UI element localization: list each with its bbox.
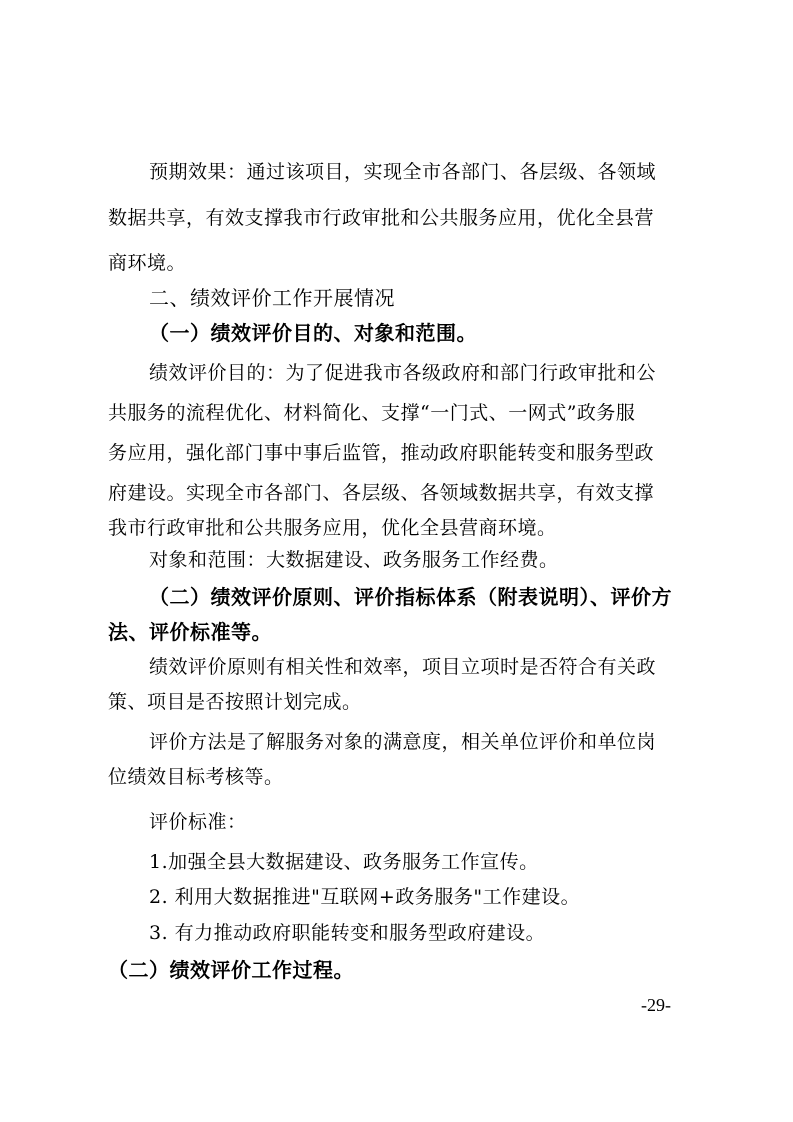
paragraph-line-object-scope: 对象和范围：大数据建设、政务服务工作经费。: [149, 549, 559, 571]
paragraph-line-evaluation-principle: 绩效评价原则有相关性和效率，项目立项时是否符合有关政: [149, 656, 657, 678]
page-number: -29-: [641, 995, 671, 1015]
paragraph-line: 位绩效目标考核等。: [108, 766, 284, 788]
paragraph-line: 务应用，强化部门事中事后监管，推动政府职能转变和服务型政: [108, 442, 655, 464]
paragraph-line-evaluation-method: 评价方法是了解服务对象的满意度，相关单位评价和单位岗: [149, 731, 657, 753]
list-item-1: 1.加强全县大数据建设、政务服务工作宣传。: [149, 851, 539, 873]
paragraph-line: 共服务的流程优化、材料简化、支撑“一门式、一网式”政务服: [108, 402, 636, 424]
subsection-heading-2-continued: 法、评价标准等。: [108, 620, 272, 644]
paragraph-line: 我市行政审批和公共服务应用，优化全县营商环境。: [108, 517, 557, 539]
subsection-heading-process: （二）绩效评价工作过程。: [108, 958, 354, 982]
paragraph-line: 数据共享，有效支撑我市行政审批和公共服务应用，优化全县营: [108, 207, 655, 229]
subsection-heading-1: （一）绩效评价目的、对象和范围。: [149, 321, 477, 345]
section-heading: 二、绩效评价工作开展情况: [149, 286, 395, 310]
subsection-heading-2: （二）绩效评价原则、评价指标体系（附表说明）、评价方: [149, 585, 672, 609]
paragraph-line: 府建设。实现全市各部门、各层级、各领域数据共享，有效支撑: [108, 482, 655, 504]
paragraph-line: 商环境。: [108, 252, 187, 274]
paragraph-line: 策、项目是否按照计划完成。: [108, 691, 362, 713]
paragraph-line-expected-effect: 预期效果：通过该项目，实现全市各部门、各层级、各领域: [149, 161, 657, 183]
list-item-2: 2. 利用大数据推进"互联网+政务服务"工作建设。: [149, 886, 581, 908]
list-item-3: 3. 有力推动政府职能转变和服务型政府建设。: [149, 922, 546, 944]
paragraph-line-evaluation-standard: 评价标准：: [149, 811, 247, 833]
paragraph-line-evaluation-purpose: 绩效评价目的：为了促进我市各级政府和部门行政审批和公: [149, 362, 657, 384]
